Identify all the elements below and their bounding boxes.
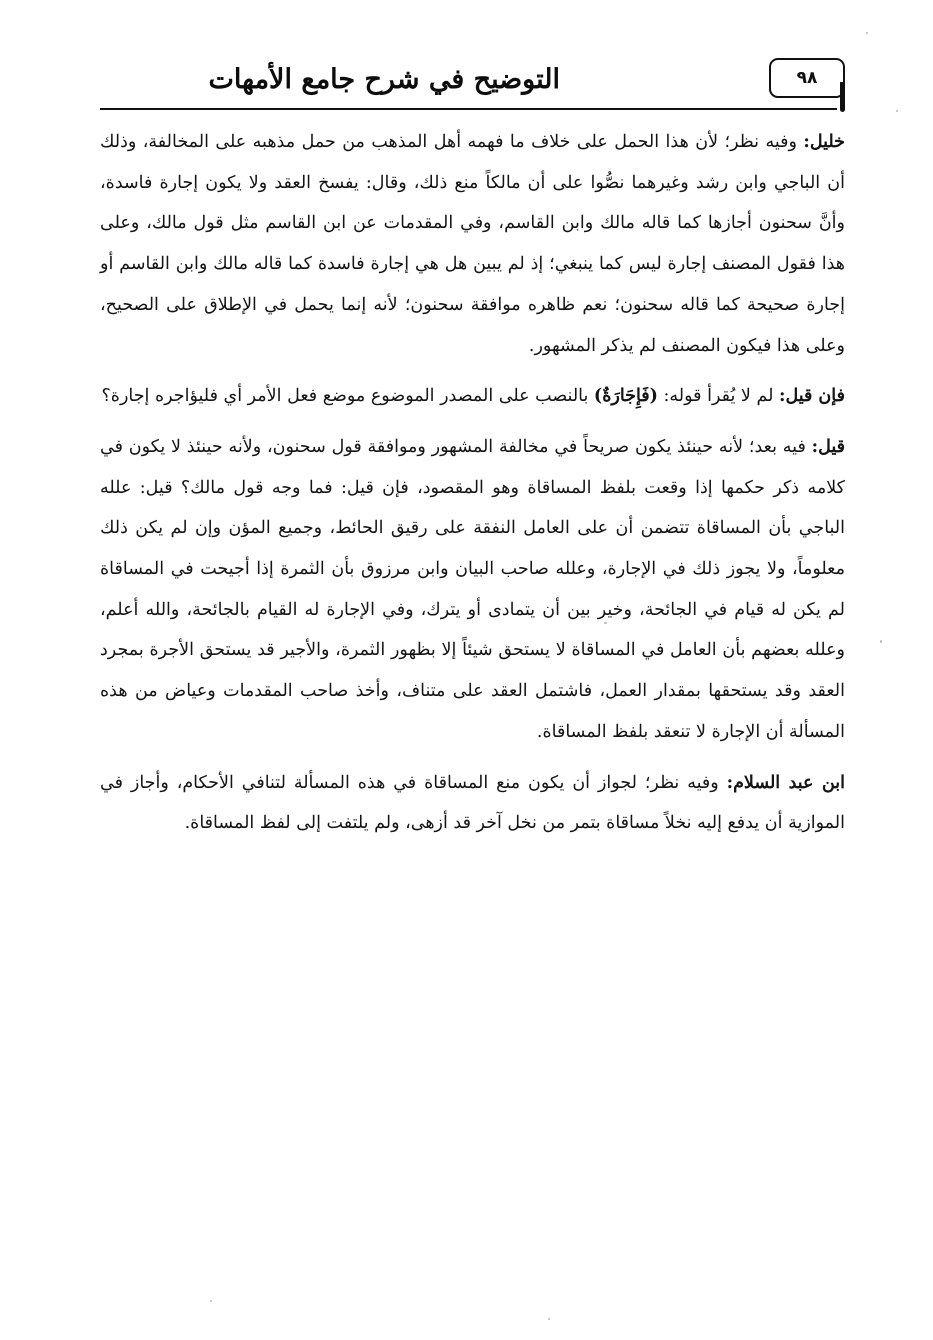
- paragraph-text: وفيه نظر؛ لأن هذا الحمل على خلاف ما فهمه أهل المذهب من حمل مذهبه على المخالفة، وذلك أن الباجي وابن رشد وغيرهما نصُّوا على أن مالكاً منع ذلك، وقال: يفسخ العقد ولا يكون إجارة فاسدة، وأنَّ سحنون أجازها كما قاله مالك وابن القاسم، وفي المقدمات عن ابن القاسم مثل قول مالك، وعلى هذا فقول المصنف إجارة ليس كما ينبغي؛ إذ لم يبين هل هي إجارة فاسدة كما قاله مالك وابن القاسم أو إجارة صحيحة كما قاله سحنون؛ نعم ظاهره موافقة سحنون؛ لأنه إنما يحمل في الإطلاق على الصحيح، وعلى هذا فيكون المصنف لم يذكر المشهور.: [100, 132, 845, 356]
- paragraph-lead: ابن عبد السلام:: [726, 772, 845, 793]
- scan-speck: [880, 640, 882, 643]
- book-title: التوضيح في شرح جامع الأمهات: [208, 64, 560, 95]
- header-rule: [100, 108, 837, 110]
- paragraph-ibn-abd-al-salam: [100, 763, 845, 844]
- page-number-box-tail: [840, 82, 845, 112]
- running-header: [100, 58, 845, 116]
- paragraph-text: وفيه نظر؛ لجواز أن يكون منع المساقاة في هذه المسألة لتنافي الأحكام، وأجاز في الموازية أن يدفع إليه نخلاً مساقاة بتمر من نخل آخر قد أزهى، ولم يلتفت إلى لفظ المساقاة.: [100, 772, 845, 834]
- scan-speck: [548, 1318, 550, 1320]
- page-number: ٩٨: [796, 68, 818, 88]
- page-number-box: [769, 58, 845, 98]
- scan-speck: [896, 110, 898, 112]
- paragraph-text: فيه بعد؛ لأنه حينئذ يكون صريحاً في مخالفة المشهور وموافقة قول سحنون، ولأنه حينئذ لا يكون في كلامه ذكر حكمها إذا وقعت بلفظ المساقاة وهو المقصود، فإن قيل: فما وجه قول مالك؟ قيل: علله الباجي بأن المساقاة تتضمن أن على العامل النفقة على رقيق الحائط، وجميع المؤن وإن لم يكن ذلك معلوماً، ولا يجوز ذلك في الإجارة، وعلله صاحب البيان وابن مرزوق بأن الثمرة إذا أجيحت في المساقاة لم يكن له قيام في الجائحة، وخير بين أن يتمادى أو يترك، وفي الإجارة له القيام بالجائحة، والله أعلم، وعلله بعضهم بأن العامل في المساقاة لا يستحق شيئاً إلا بظهور الثمرة، والأجير قد يستحق الأجرة بمجرد العقد وقد يستحقها بمقدار العمل، فاشتمل العقد على متناف، وأخذ صاحب المقدمات وعياض من هذه المسألة أن الإجارة لا تنعقد بلفظ المساقاة.: [100, 436, 845, 742]
- paragraph-text: بالنصب على المصدر الموضوع موضع فعل الأمر أي فليؤاجره إجارة؟: [101, 386, 594, 407]
- scan-speck: [210, 1300, 212, 1302]
- paragraph-answer: [100, 427, 845, 753]
- main-text: [100, 122, 845, 844]
- paragraph-text: لم لا يُقرأ قوله:: [657, 386, 779, 407]
- paragraph-lead: خليل:: [803, 132, 845, 152]
- paragraph-question: [100, 376, 845, 417]
- paragraph-lead: قيل:: [811, 436, 845, 457]
- scan-speck: [866, 32, 868, 34]
- paragraph-khalil: [100, 122, 845, 366]
- quoted-term: (فَإِجَارَةٌ): [593, 386, 658, 407]
- scan-speck: [604, 622, 607, 624]
- paragraph-lead: فإن قيل:: [778, 386, 845, 407]
